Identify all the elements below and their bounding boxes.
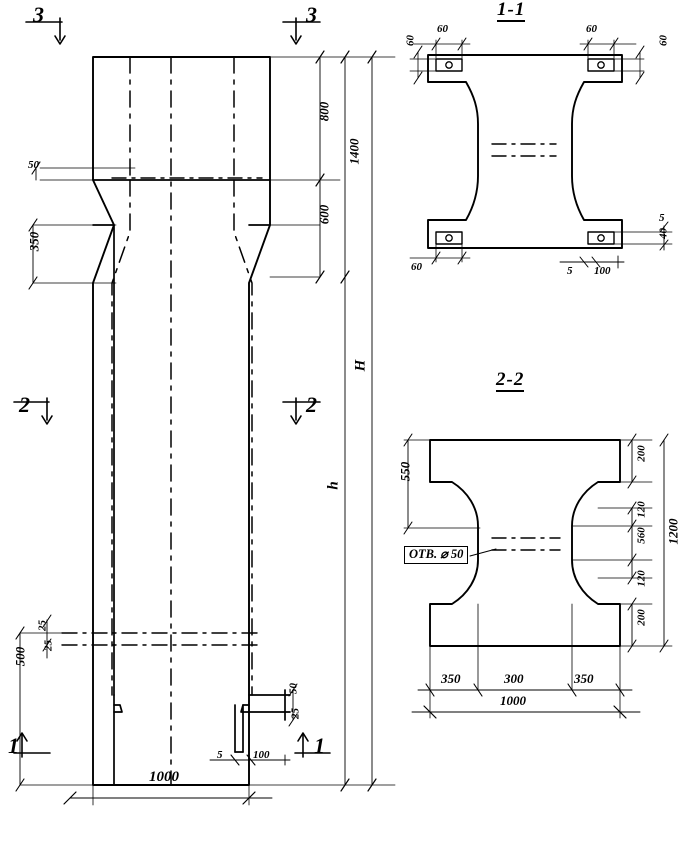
dim-1000-total: 1000 — [500, 693, 526, 708]
dim-350: 350 — [26, 231, 42, 252]
dim-800: 800 — [316, 101, 332, 122]
dim-350-right: 350 — [574, 671, 594, 686]
dim-60-bl: 60 — [411, 261, 422, 273]
dim-50-top: 50 — [28, 159, 39, 171]
dim-550: 550 — [397, 461, 413, 482]
dim-H: H — [352, 359, 369, 372]
dim-60-tr-h: 60 — [586, 23, 597, 35]
dim-350-left: 350 — [441, 671, 461, 686]
hole-note: ОТВ. ⌀ 50 — [404, 546, 468, 564]
dim-200-bottom: 200 — [635, 609, 648, 626]
dim-120-lower: 120 — [635, 570, 648, 587]
dim-25b: 25 — [42, 640, 55, 651]
dim-60-tr-v: 60 — [657, 35, 670, 46]
dim-25-right: 25 — [289, 708, 302, 719]
section-mark-2-left: 2 — [19, 392, 30, 417]
dim-200-top: 200 — [635, 445, 648, 462]
dim-1000-bottom: 1000 — [149, 769, 179, 785]
dim-50-right: 50 — [287, 683, 300, 694]
dim-500: 500 — [12, 646, 28, 667]
dim-5-bottom: 5 — [217, 749, 223, 761]
dim-120-upper: 120 — [635, 501, 648, 518]
dim-100-bottom-s11: 100 — [594, 265, 611, 277]
dim-300-mid: 300 — [504, 671, 524, 686]
section-mark-1-right: 1 — [314, 733, 325, 758]
dim-5-bottom-s11: 5 — [567, 265, 573, 277]
dim-1400: 1400 — [346, 138, 362, 165]
dim-100-bottom: 100 — [253, 749, 270, 761]
dim-560: 560 — [635, 527, 648, 544]
dim-5-br: 5 — [659, 212, 665, 224]
dim-25: 25 — [36, 620, 49, 631]
section-mark-3-right: 3 — [306, 2, 317, 27]
dim-600: 600 — [316, 204, 332, 225]
section-1-1-title: 1-1 — [497, 0, 526, 20]
section-mark-2-right: 2 — [306, 392, 317, 417]
dim-h: h — [325, 481, 342, 490]
section-mark-3-left: 3 — [33, 2, 44, 27]
dim-1200: 1200 — [665, 518, 681, 545]
dim-60-tl-v: 60 — [404, 35, 417, 46]
dim-60-tl-h: 60 — [437, 23, 448, 35]
dim-40-br: 40 — [657, 228, 670, 239]
section-mark-1-left: 1 — [8, 733, 19, 758]
section-2-2-title: 2-2 — [496, 369, 525, 390]
